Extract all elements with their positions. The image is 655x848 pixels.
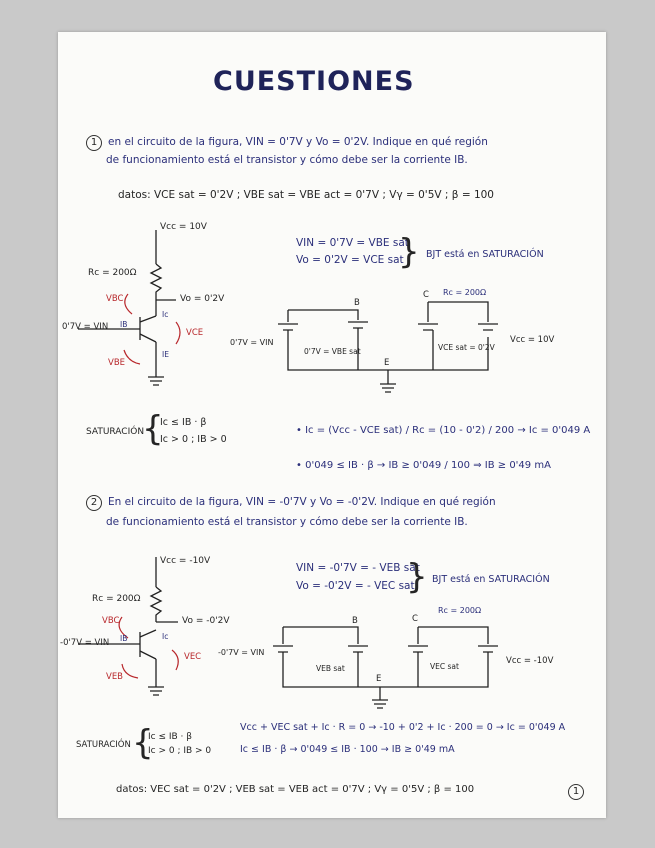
q2-sat-cond1: Ic ≤ IB · β — [148, 732, 193, 742]
q1-calc-ic: • Ic = (Vcc - VCE sat) / Rc = (10 - 0'2) / 200 → Ic = 0'049 A — [296, 425, 591, 436]
q2-calc-ib: Ic ≤ IB · β → 0'049 ≤ IB · 100 → IB ≥ 0'49 mA — [240, 744, 455, 755]
q2-rc-resistor — [151, 587, 161, 622]
q1-diagram-rc: Rc = 200Ω — [443, 288, 487, 297]
q1-brace: } — [398, 232, 420, 272]
q2-sat-label: SATURACIÓN — [76, 740, 131, 750]
q1-vbc-arrow — [125, 294, 132, 314]
q2-node-c: C — [412, 614, 418, 624]
q1-vce-label: VCE — [186, 328, 204, 338]
q1-diagram-vin: 0'7V = VIN — [230, 338, 274, 347]
q1-transistor-legs — [140, 316, 156, 342]
q2-sat-brace: { — [132, 723, 154, 763]
q2-diagram-rc: Rc = 200Ω — [438, 606, 482, 615]
q1-statement-line2: de funcionamiento está el transistor y cómo debe ser la corriente IB. — [106, 154, 468, 166]
page-title: CUESTIONES — [213, 66, 415, 97]
q1-number: 1 — [86, 135, 102, 151]
q2-diagram-vec: VEC sat — [430, 662, 459, 671]
q2-number: 2 — [86, 495, 102, 511]
notebook-page — [58, 32, 606, 818]
q2-sat-cond2: Ic > 0 ; IB > 0 — [148, 746, 212, 756]
q1-sat-brace: { — [142, 409, 164, 449]
q1-eq-ground — [380, 370, 396, 392]
q1-node-c: C — [423, 290, 429, 300]
q1-eq-vcc-source — [428, 302, 498, 330]
q1-datos: datos: VCE sat = 0'2V ; VBE sat = VBE act = 0'7V ; Vγ = 0'5V ; β = 100 — [118, 189, 494, 201]
q2-ib-label: IB — [120, 634, 128, 643]
q1-vo-label: Vo = 0'2V — [180, 294, 225, 304]
q2-statement-line1: 2 En el circuito de la figura, VIN = -0'7V y Vo = -0'2V. Indique en qué región — [86, 495, 496, 511]
q1-vbc-label: VBC — [106, 294, 124, 304]
q2-eq-ground — [372, 687, 388, 708]
q1-vce-arrow — [176, 322, 180, 344]
q2-vo-label: Vo = -0'2V — [182, 616, 230, 626]
q1-sat-cond2: Ic > 0 ; IB > 0 — [160, 434, 227, 445]
q1-eq1: VIN = 0'7V = VBE sat — [296, 237, 409, 249]
q1-sat-cond1: Ic ≤ IB · β — [160, 417, 207, 428]
q2-node-b: B — [352, 616, 358, 626]
q2-ground — [148, 687, 164, 695]
q2-conclusion: BJT está en SATURACIÓN — [432, 574, 550, 585]
q1-statement-line1: 1 en el circuito de la figura, VIN = 0'7V y Vo = 0'2V. Indique en qué región — [86, 135, 488, 151]
q1-eq-vin-source — [278, 310, 488, 370]
q2-vin-label: -0'7V = VIN — [60, 638, 110, 648]
page-number: 1 — [568, 784, 584, 800]
q2-ic-label: Ic — [162, 632, 169, 641]
q2-node-e: E — [376, 674, 382, 684]
q1-eq-base-source — [288, 310, 368, 370]
q2-diagram-vin: -0'7V = VIN — [218, 648, 265, 657]
q1-vin-label: 0'7V = VIN — [62, 322, 109, 332]
q2-vbc-label: VBC — [102, 616, 120, 626]
q1-node-b: B — [354, 298, 360, 308]
q2-transistor-legs — [140, 630, 156, 659]
q2-eq-vcc-source — [418, 627, 498, 652]
q1-node-e: E — [384, 358, 390, 368]
q2-eq-base-source — [283, 627, 368, 687]
q2-vec-label: VEC — [184, 652, 202, 662]
q2-vcc-label: Vcc = -10V — [160, 556, 211, 566]
q2-eq2: Vo = -0'2V = - VEC sat — [296, 580, 415, 592]
q1-rc-label: Rc = 200Ω — [88, 268, 137, 278]
q1-conclusion: BJT está en SATURACIÓN — [426, 249, 544, 260]
q1-ic-label: Ic — [162, 310, 169, 319]
q1-diagram-vbe: 0'7V = VBE sat — [304, 347, 361, 356]
q2-veb-label: VEB — [106, 672, 124, 682]
q1-eq-vce-source — [418, 302, 438, 370]
q2-statement-line2: de funcionamiento está el transistor y cómo debe ser la corriente IB. — [106, 516, 468, 528]
q1-vbe-label: VBE — [108, 358, 126, 368]
q1-ground — [148, 377, 164, 385]
q2-veb-arrow — [122, 664, 138, 678]
q2-rc-label: Rc = 200Ω — [92, 594, 141, 604]
q1-rc-resistor — [151, 264, 161, 300]
q1-eq2: Vo = 0'2V = VCE sat — [296, 254, 404, 266]
q1-ib-label: IB — [120, 320, 128, 329]
q2-vec-arrow — [172, 650, 178, 670]
q2-eq-vec-source — [408, 627, 428, 687]
q2-datos: datos: VEC sat = 0'2V ; VEB sat = VEB act = 0'7V ; Vγ = 0'5V ; β = 100 — [116, 784, 475, 795]
q1-diagram-vce: VCE sat = 0'2V — [438, 343, 495, 352]
q2-diagram-vcc: Vcc = -10V — [506, 656, 554, 666]
q1-vbe-arrow — [124, 350, 140, 364]
q1-calc-ib: • 0'049 ≤ IB · β → IB ≥ 0'049 / 100 ⇒ IB ≥ 0'49 mA — [296, 460, 551, 471]
q2-diagram-veb: VEB sat — [316, 664, 345, 673]
q1-ie-label: IE — [162, 350, 169, 359]
q1-sat-label: SATURACIÓN — [86, 427, 145, 437]
q1-diagram-vcc: Vcc = 10V — [510, 335, 555, 345]
q2-kvl: Vcc + VEC sat + Ic · R = 0 → -10 + 0'2 + Ic · 200 = 0 → Ic = 0'049 A — [240, 722, 566, 733]
q2-brace: } — [406, 557, 428, 597]
q2-eq1: VIN = -0'7V = - VEB sat — [296, 562, 420, 574]
q1-vcc-label: Vcc = 10V — [160, 222, 207, 232]
